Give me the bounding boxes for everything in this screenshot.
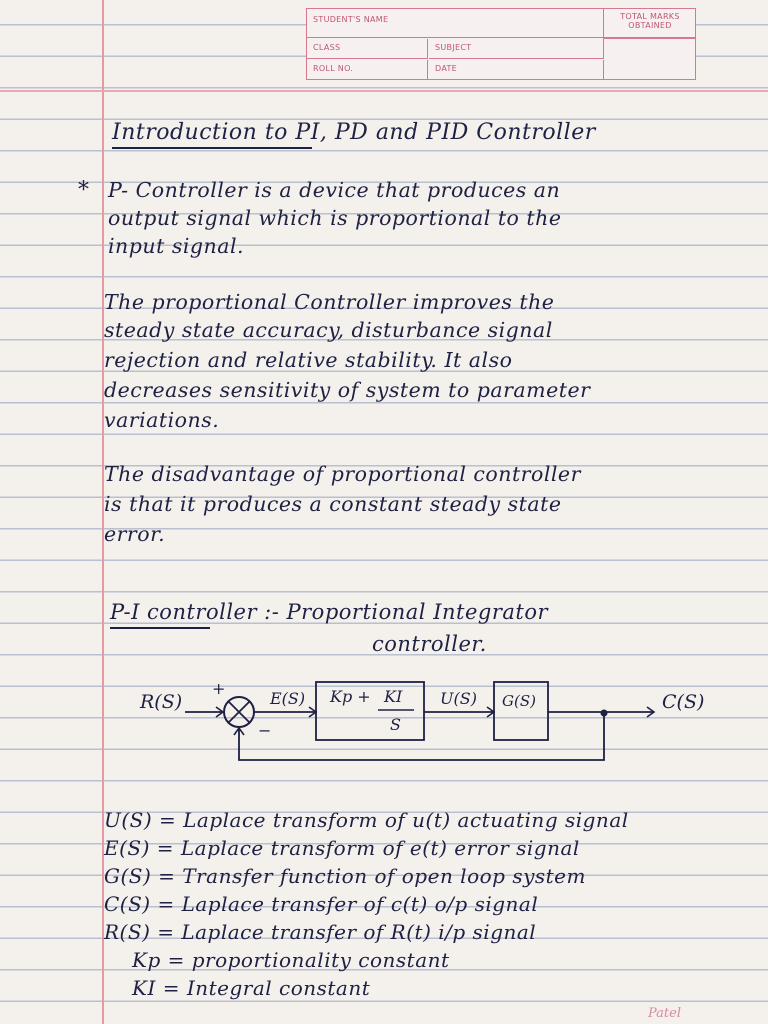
para2-line-5: variations. xyxy=(104,408,220,432)
class-cell xyxy=(307,39,428,59)
roll-no-cell xyxy=(307,60,428,79)
u-label: U(S) xyxy=(440,689,477,708)
plant-block xyxy=(494,682,548,740)
pi-block-diagram xyxy=(0,660,768,780)
s-label: S xyxy=(390,715,401,734)
pi-heading-line-1: P-I controller :- Proportional Integrator xyxy=(110,600,548,624)
marks-divider xyxy=(603,37,695,39)
definition-e: E(S) = Laplace transform of e(t) error signal xyxy=(104,836,580,860)
plant-label: G(S) xyxy=(502,692,536,710)
para2-line-1: The proportional Controller improves the xyxy=(104,290,555,314)
error-label: E(S) xyxy=(270,689,306,708)
roll-no-label: ROLL NO. xyxy=(313,64,354,73)
student-name-cell xyxy=(307,9,604,38)
para2-line-3: rejection and relative stability. It also xyxy=(104,348,513,372)
definition-u: U(S) = Laplace transform of u(t) actuating signal xyxy=(104,808,629,832)
input-label: R(S) xyxy=(140,691,183,713)
bullet-star: * xyxy=(78,178,90,203)
p-controller-line-3: input signal. xyxy=(108,234,245,258)
kp-label: Kp + xyxy=(330,687,371,706)
date-cell xyxy=(429,60,604,79)
output-label: C(S) xyxy=(662,691,705,713)
para3-line-2: is that it produces a constant steady state xyxy=(104,492,562,516)
definition-g: G(S) = Transfer function of open loop system xyxy=(104,864,586,888)
minus-sign: − xyxy=(258,721,272,740)
plus-sign: + xyxy=(212,679,226,698)
ki-label: KI xyxy=(384,687,403,706)
para2-line-4: decreases sensitivity of system to parameter xyxy=(104,378,591,402)
para3-line-3: error. xyxy=(104,522,166,546)
definition-kp: Kp = proportionality constant xyxy=(132,948,450,972)
definition-c: C(S) = Laplace transfer of c(t) o/p signal xyxy=(104,892,539,916)
student-name-label: STUDENT'S NAME xyxy=(313,15,389,24)
feedback-path xyxy=(239,713,604,760)
header-table xyxy=(306,8,696,80)
p-controller-line-1: P- Controller is a device that produces an xyxy=(108,178,561,202)
date-label: DATE xyxy=(435,64,458,73)
subject-label: SUBJECT xyxy=(435,43,472,52)
total-marks-label: TOTAL MARKS OBTAINED xyxy=(620,12,680,30)
pi-heading-line-2: controller. xyxy=(372,632,487,656)
para3-line-1: The disadvantage of proportional controller xyxy=(104,462,581,486)
para2-line-2: steady state accuracy, disturbance signal xyxy=(104,318,553,342)
total-marks-cell xyxy=(605,9,695,37)
title-underline xyxy=(112,147,312,149)
pi-heading-underline xyxy=(110,627,210,629)
signature: Patel xyxy=(648,1006,681,1021)
header-divider xyxy=(0,90,768,92)
subject-cell xyxy=(429,39,604,59)
class-label: CLASS xyxy=(313,43,341,52)
page-title: Introduction to PI, PD and PID Controller xyxy=(112,120,596,145)
p-controller-line-2: output signal which is proportional to the xyxy=(108,206,562,230)
definition-r: R(S) = Laplace transfer of R(t) i/p signal xyxy=(104,920,537,944)
definition-ki: KI = Integral constant xyxy=(132,976,371,1000)
